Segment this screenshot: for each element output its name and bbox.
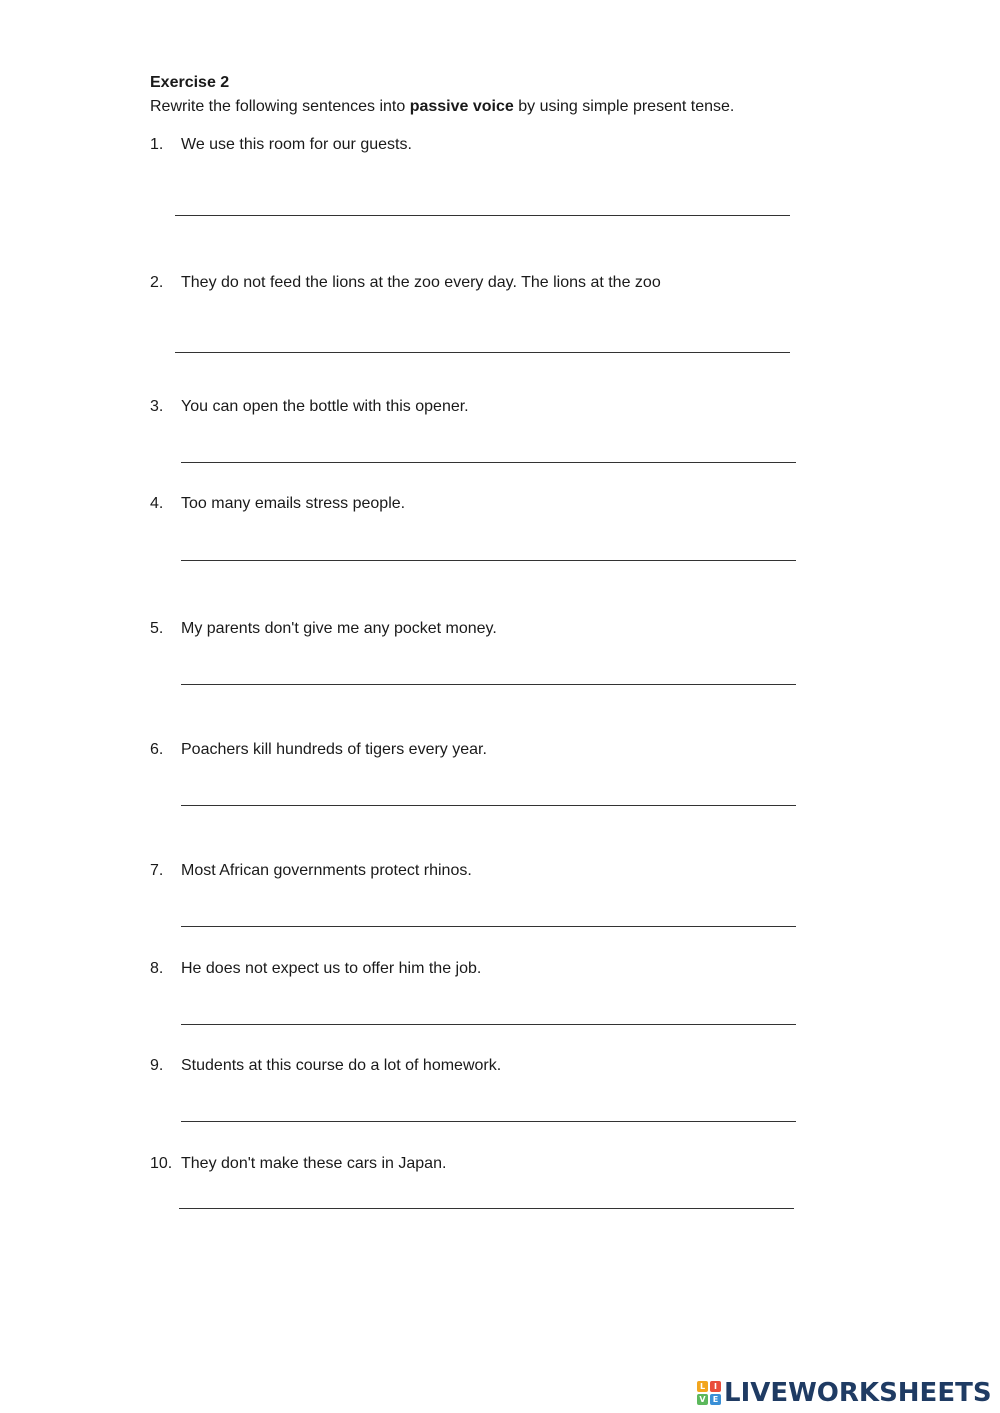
answer-line-5[interactable] — [181, 684, 796, 685]
question-3 — [150, 397, 469, 417]
question-number: 4. — [150, 495, 164, 512]
logo-mark-e: E — [710, 1394, 721, 1405]
question-number: 3. — [150, 398, 164, 415]
question-text: They don't make these cars in Japan. — [181, 1155, 447, 1172]
logo-mark-l: L — [697, 1381, 708, 1392]
exercise-title: Exercise 2 — [150, 74, 230, 91]
question-number: 9. — [150, 1057, 164, 1074]
logo-mark-icon — [697, 1381, 721, 1405]
question-5 — [150, 619, 497, 639]
answer-line-9[interactable] — [181, 1121, 796, 1122]
answer-line-1[interactable] — [175, 215, 790, 216]
question-number: 5. — [150, 620, 164, 637]
question-text: They do not feed the lions at the zoo every day. The lions at the zoo — [181, 274, 661, 291]
instructions-part-1: Rewrite the following sentences into — [150, 98, 410, 115]
answer-line-6[interactable] — [181, 805, 796, 806]
question-text: Students at this course do a lot of homework. — [181, 1057, 502, 1074]
answer-line-8[interactable] — [181, 1024, 796, 1025]
answer-line-2[interactable] — [175, 352, 790, 353]
answer-line-7[interactable] — [181, 926, 796, 927]
question-2 — [150, 273, 661, 293]
logo-text: LIVEWORKSHEETS — [724, 1378, 992, 1408]
question-8 — [150, 959, 481, 979]
question-text: We use this room for our guests. — [181, 136, 412, 153]
instructions-part-2: by using simple present tense. — [513, 98, 735, 115]
logo-mark-v: V — [697, 1394, 708, 1405]
question-7 — [150, 861, 472, 881]
question-text: Most African governments protect rhinos. — [181, 862, 472, 879]
question-4 — [150, 494, 405, 514]
instructions-bold: passive voice — [409, 98, 514, 115]
question-9 — [150, 1056, 501, 1076]
question-text: He does not expect us to offer him the job. — [181, 960, 482, 977]
answer-line-10[interactable] — [179, 1208, 794, 1209]
question-text: Poachers kill hundreds of tigers every year. — [181, 741, 487, 758]
question-text: You can open the bottle with this opener. — [181, 398, 469, 415]
question-6 — [150, 740, 487, 760]
question-number: 2. — [150, 274, 164, 291]
question-number: 8. — [150, 960, 164, 977]
question-number: 10. — [150, 1155, 173, 1172]
answer-line-3[interactable] — [181, 462, 796, 463]
question-1 — [150, 135, 412, 155]
question-number: 1. — [150, 136, 164, 153]
logo-mark-i: I — [710, 1381, 721, 1392]
question-text: Too many emails stress people. — [181, 495, 406, 512]
answer-line-4[interactable] — [181, 560, 796, 561]
question-10 — [150, 1154, 446, 1174]
liveworksheets-logo — [697, 1378, 992, 1408]
question-number: 7. — [150, 862, 164, 879]
question-number: 6. — [150, 741, 164, 758]
instructions — [150, 97, 734, 117]
question-text: My parents don't give me any pocket money. — [181, 620, 497, 637]
